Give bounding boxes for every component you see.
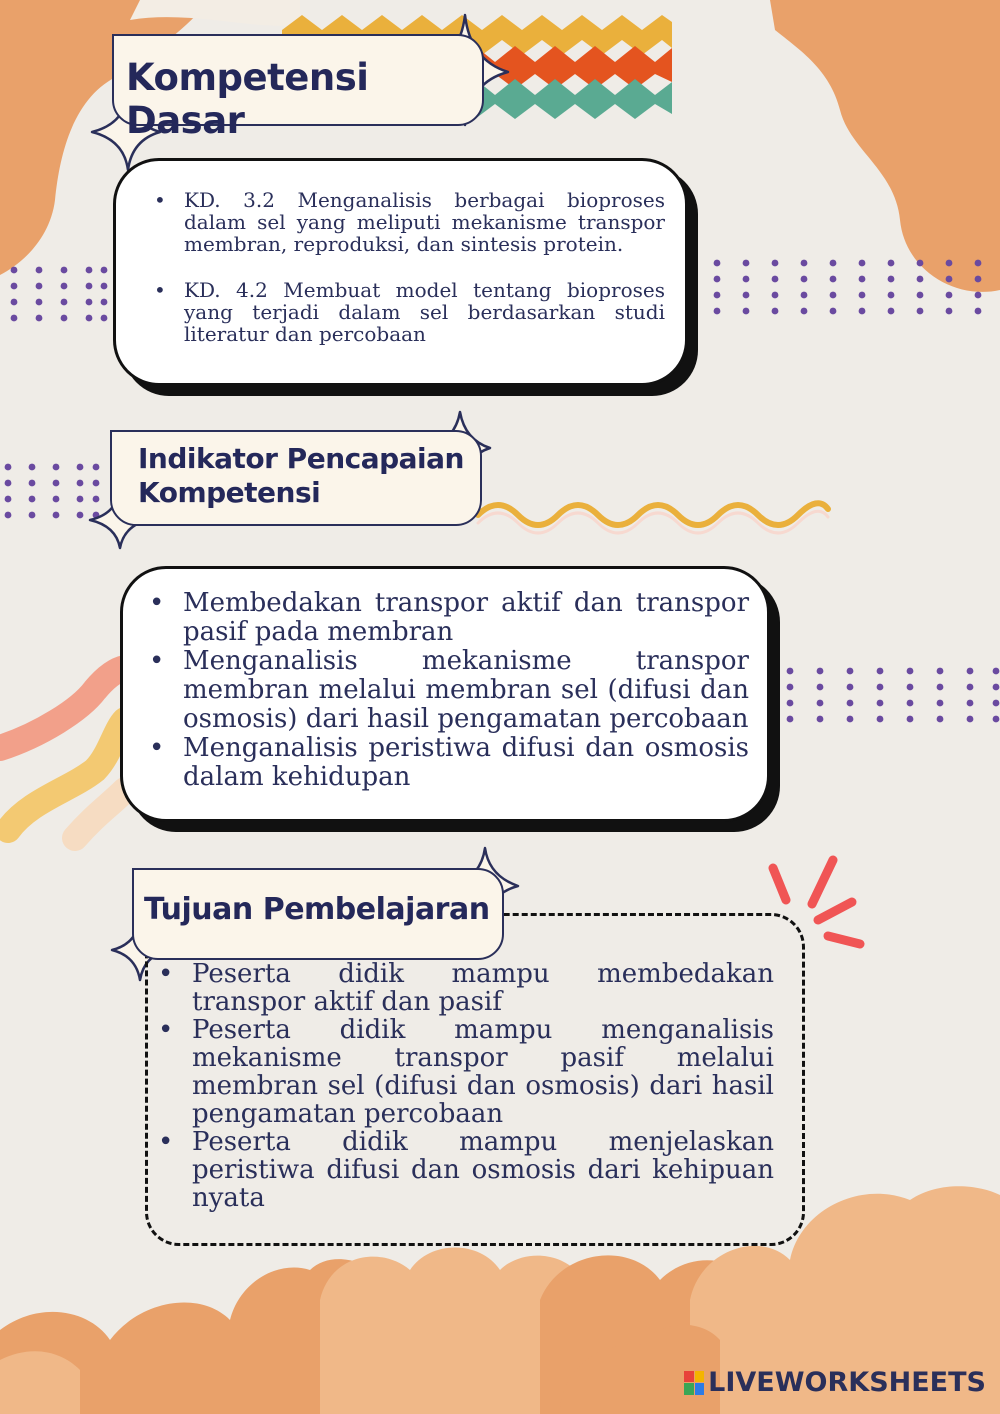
kompetensi-dasar-card	[113, 158, 688, 386]
swirl-stripe-peach	[75, 790, 125, 838]
section-title-line-1: Indikator Pencapaian	[138, 442, 464, 475]
liveworksheets-brand[interactable]	[684, 1367, 986, 1398]
section-title-pill	[110, 430, 482, 526]
section-title-line-2: Kompetensi	[138, 476, 321, 509]
section-title-pill	[112, 34, 484, 142]
dot-grid-right-middle	[757, 668, 1000, 723]
dot-grid-left-middle	[5, 464, 100, 519]
list-item: • Peserta didik mampu menganalisis mekanisme transpor pasif melalui membran sel (difusi dan osmosis) dari hasil pengamatan percobaan	[158, 1016, 774, 1128]
list-item: • Peserta didik mampu menjelaskan peristiwa difusi dan osmosis dari kehipuan nyata	[158, 1128, 774, 1212]
brand-name: LIVEWORKSHEETS	[708, 1367, 986, 1398]
tujuan-list	[158, 960, 774, 1212]
kd-list	[154, 189, 665, 345]
list-item: • Membedakan transpor aktif dan transpor pasif pada membran	[149, 589, 749, 647]
list-item: • Peserta didik mampu membedakan transpor aktif dan pasif	[158, 960, 774, 1016]
orange-blob-top-right	[770, 0, 1000, 292]
list-item: • KD. 3.2 Menganalisis berbagai bioproses dalam sel yang meliputi mekanisme transpor membran, reproduksi, dan sintesis protein.	[154, 189, 665, 255]
list-item: • Menganalisis peristiwa difusi dan osmosis dalam kehidupan	[149, 734, 749, 792]
list-item: • Menganalisis mekanisme transpor membran melalui membran sel (difusi dan osmosis) dari hasil pengamatan percobaan	[149, 647, 749, 734]
indikator-list	[149, 589, 749, 792]
section-title: Kompetensi Dasar	[126, 56, 369, 142]
section-title-pill	[132, 868, 504, 960]
section-title: Tujuan Pembelajaran	[144, 892, 490, 927]
dot-grid-left-top	[11, 267, 108, 322]
tujuan-content	[158, 960, 774, 1212]
indikator-card	[120, 566, 770, 822]
liveworksheets-logo-icon	[684, 1371, 704, 1395]
list-item: • KD. 4.2 Membuat model tentang bioproses yang terjadi dalam sel berdasarkan studi literatur dan percobaan	[154, 279, 665, 345]
